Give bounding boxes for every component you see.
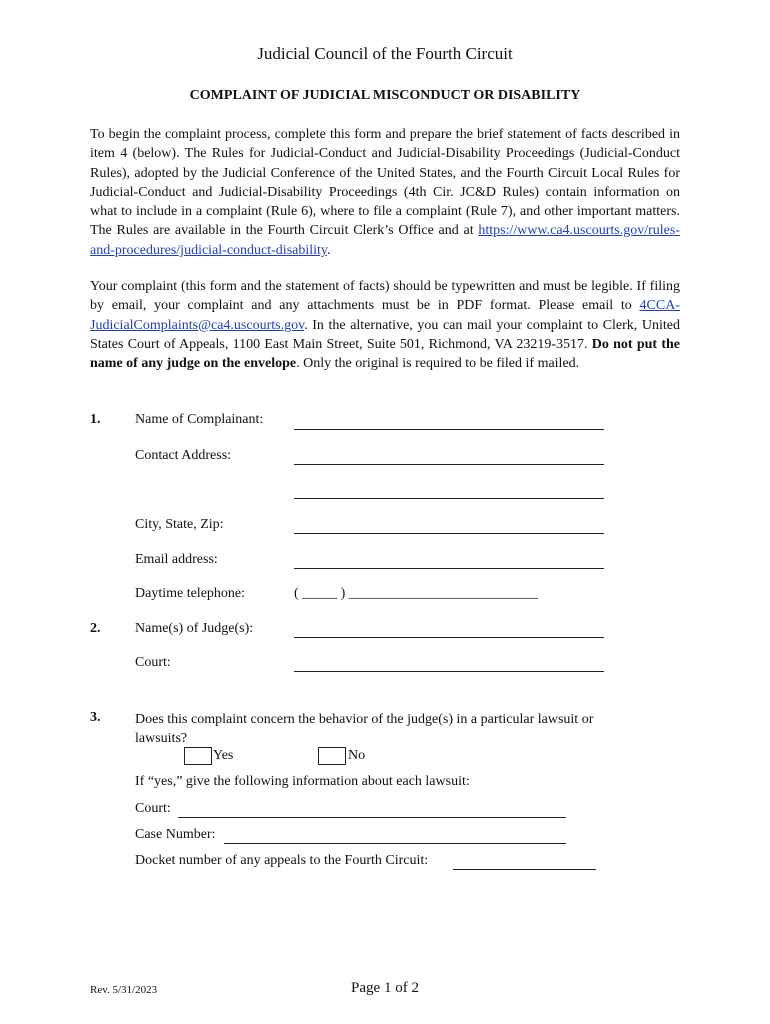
email-address-field[interactable] bbox=[294, 568, 604, 569]
no-checkbox[interactable] bbox=[318, 747, 346, 765]
form-title: Judicial Council of the Fourth Circuit bbox=[257, 44, 513, 63]
instructions-paragraph bbox=[90, 277, 680, 373]
contact-address-field[interactable] bbox=[294, 464, 604, 465]
court-field[interactable] bbox=[294, 671, 604, 672]
no-label: No bbox=[348, 748, 366, 763]
intro-text: To begin the complaint process, complete this form and prepare the brief statement of facts described in item 4 (below). The Rules for Judicial-Conduct and Judicial-Disability Proceedings (Judicial-Conduct Rules), adopted by the Judicial Conference of the United States, and the Fourth Circuit Local Rules for Judicial-Conduct and Judicial-Disability Proceedings (4th Cir. JC&D Rules) contain information on what to include in a complaint (Rule 6), where to file a complaint (Rule 7), and other important matters. The Rules are available in the Fourth Circuit Clerk’s Office and at bbox=[90, 127, 680, 239]
yes-checkbox[interactable] bbox=[184, 747, 212, 765]
revision-date: Rev. 5/31/2023 bbox=[90, 984, 158, 996]
intro-paragraph bbox=[90, 125, 680, 260]
case-number-field[interactable] bbox=[224, 843, 566, 844]
instructions-end: . Only the original is required to be filed if mailed. bbox=[296, 356, 580, 372]
lawsuit-court-label: Court: bbox=[135, 801, 171, 816]
contact-address-field-2[interactable] bbox=[294, 498, 604, 499]
lawsuit-court-field[interactable] bbox=[178, 817, 566, 818]
city-state-zip-field[interactable] bbox=[294, 533, 604, 534]
instructions-text: Your complaint (this form and the statement of facts) should be typewritten and must be legible. If filing by email, your complaint and any attachments must be in PDF format. Please email to bbox=[90, 279, 680, 314]
yes-label: Yes bbox=[213, 748, 234, 763]
docket-number-label: Docket number of any appeals to the Fourth Circuit: bbox=[135, 853, 429, 868]
complainant-name-label: Name of Complainant: bbox=[135, 412, 264, 427]
section-2-number: 2. bbox=[90, 621, 101, 636]
judge-names-label: Name(s) of Judge(s): bbox=[135, 621, 254, 636]
section-1-number: 1. bbox=[90, 412, 101, 427]
rules-link[interactable]: https://www.ca4.uscourts.gov/rules-and-procedures/judicial-conduct-disability bbox=[90, 223, 680, 258]
form-subtitle: COMPLAINT OF JUDICIAL MISCONDUCT OR DISABILITY bbox=[189, 88, 581, 103]
daytime-telephone-field[interactable]: ( _____ ) ___________________________ bbox=[294, 586, 538, 601]
email-address-label: Email address: bbox=[135, 552, 218, 567]
docket-number-field[interactable] bbox=[453, 869, 596, 870]
email-link[interactable]: 4CCA-JudicialComplaints@ca4.uscourts.gov bbox=[90, 298, 680, 333]
daytime-telephone-label: Daytime telephone: bbox=[135, 586, 246, 601]
lawsuit-question: Does this complaint concern the behavior of the judge(s) in a particular lawsuit or lawsuits? bbox=[135, 712, 594, 746]
court-label: Court: bbox=[135, 655, 171, 670]
section-3-number: 3. bbox=[90, 710, 101, 725]
if-yes-instructions: If “yes,” give the following information about each lawsuit: bbox=[135, 774, 470, 789]
intro-end: . bbox=[327, 242, 331, 258]
instructions-text-2: . In the alternative, you can mail your complaint to Clerk, United States Court of Appeals, 1100 East Main Street, Suite 501, Richmond, VA 23219-3517. bbox=[90, 317, 680, 352]
envelope-warning: Do not put the name of any judge on the envelope bbox=[90, 336, 680, 372]
complainant-name-field[interactable] bbox=[294, 429, 604, 430]
city-state-zip-label: City, State, Zip: bbox=[135, 517, 224, 532]
contact-address-label: Contact Address: bbox=[135, 448, 232, 463]
page-number: Page 1 of 2 bbox=[351, 980, 419, 996]
case-number-label: Case Number: bbox=[135, 827, 216, 842]
judge-names-field[interactable] bbox=[294, 637, 604, 638]
